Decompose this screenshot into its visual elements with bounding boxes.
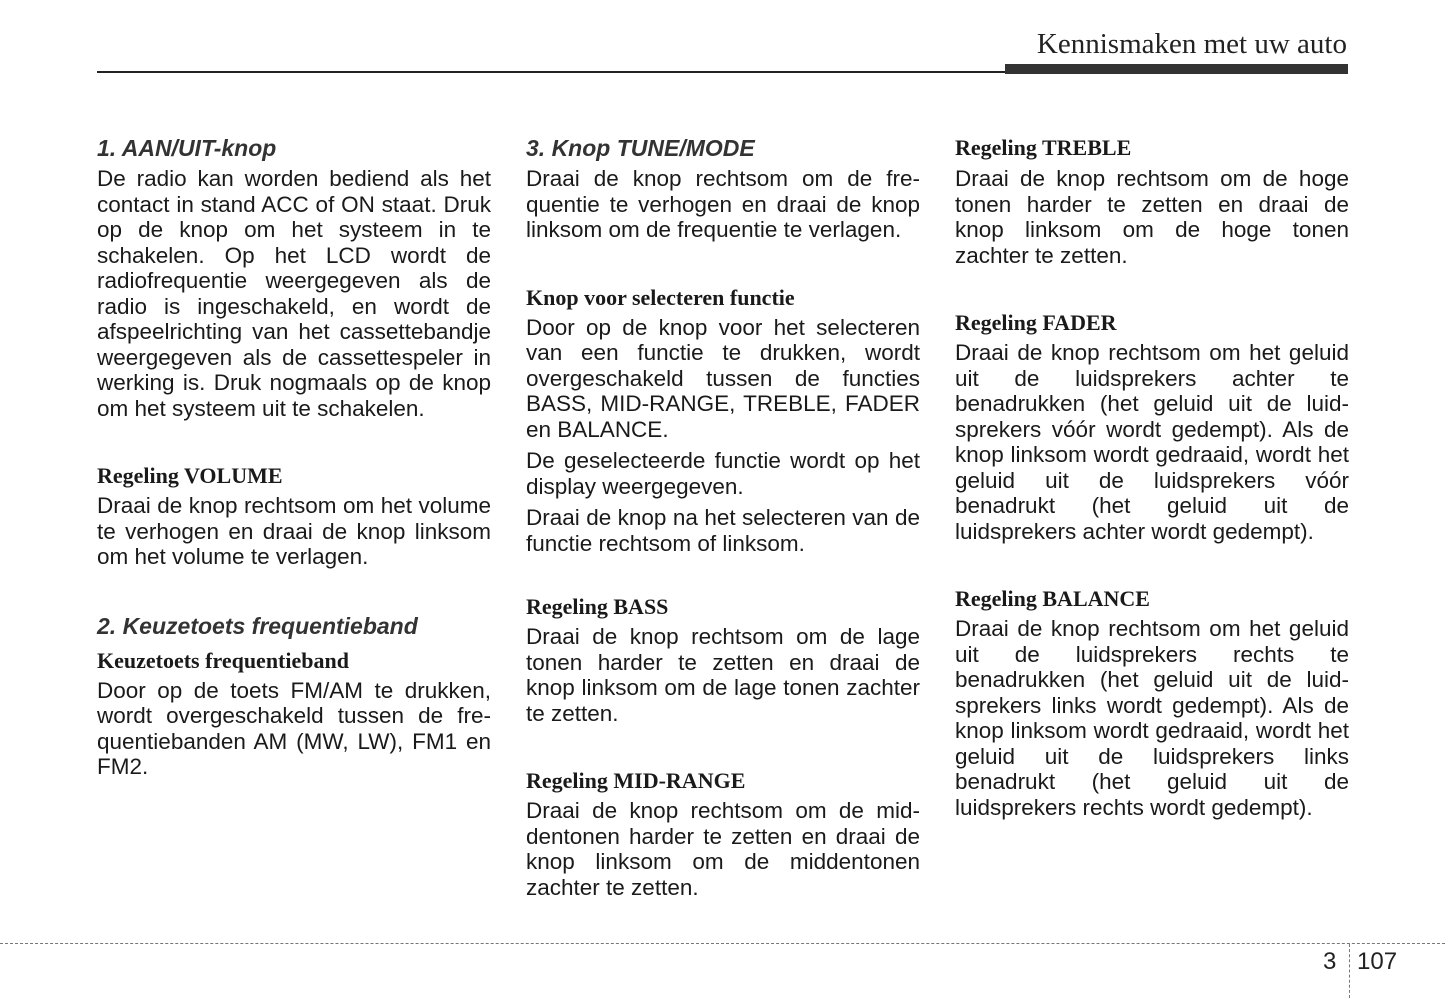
header-rule [97, 71, 1007, 73]
paragraph-regeling-mid-range: Draai de knop rechtsom om de middentonen harder te zetten en draai de knop linksom om de middentonen zachter te zetten. [526, 798, 920, 900]
section-heading-aan-uit-knop: 1. AAN/UIT-knop [97, 135, 277, 161]
subheading-regeling-bass: Regeling BASS [526, 594, 669, 619]
column-1 [97, 130, 491, 786]
subheading-knop-selecteren-functie: Knop voor selecteren functie [526, 284, 795, 310]
subheading-regeling-volume: Regeling VOLUME [97, 463, 283, 488]
page-header-title: Kennismaken met uw auto [1036, 28, 1347, 60]
fm-am-key-label: FM/AM [290, 677, 363, 703]
chapter-number: 3 [1323, 948, 1337, 975]
subheading-regeling-mid-range: Regeling MID-RANGE [526, 768, 746, 793]
section-heading-keuzetoets: 2. Keuzetoets frequentieband [97, 612, 418, 639]
page-number: 107 [1357, 948, 1398, 975]
column-2 [526, 130, 920, 906]
paragraph-tune-mode: Draai de knop rechtsom om de frequentie te verhogen en draai de knop linksom om de frequentie te verlagen. [526, 166, 920, 242]
paragraph-selecteren-functie-1: Door op de knop voor het selecteren van een functie te drukken, wordt overgeschakeld tussen de functies BASS, MID-RANGE, TREBLE, FADER en BALANCE. [526, 314, 920, 442]
footer-dashed-rule [0, 943, 1445, 944]
header-rule-accent [1005, 64, 1348, 74]
footer-page-separator [1349, 944, 1350, 998]
paragraph-regeling-balance: Draai de knop rechtsom om het geluid uit de luidsprekers rechts te benadrukken (het geluid uit de luidsprekers links wordt gedempt). Als de knop linksom wordt gedraaid, wordt het geluid uit de luidsprekers links benadrukt (het geluid uit de luidsprekers rechts wordt gedempt). [955, 616, 1349, 820]
paragraph-regeling-fader: Draai de knop rechtsom om het geluid uit de luidsprekers achter te benadrukken (het geluid uit de luidsprekers vóór wordt gedempt). Als de knop linksom wordt gedraaid, wordt het geluid uit de luidsprekers vóór benadrukt (het geluid uit de luidsprekers achter wordt gedempt). [955, 340, 1349, 544]
paragraph-regeling-volume: Draai de knop rechtsom om het volume te verhogen en draai de knop linksom om het volume te verlagen. [97, 493, 491, 569]
subheading-regeling-balance: Regeling BALANCE [955, 586, 1150, 611]
paragraph-regeling-bass: Draai de knop rechtsom om de lage tonen harder te zetten en draai de knop linksom om de lage tonen zachter te zetten. [526, 624, 920, 726]
section-heading-tune-mode: 3. Knop TUNE/MODE [526, 135, 755, 161]
paragraph-regeling-treble: Draai de knop rechtsom om de hoge tonen harder te zetten en draai de knop linksom om de hoge tonen zachter te zetten. [955, 166, 1349, 268]
paragraph-keuzetoets-frequentieband [97, 678, 491, 780]
band-text-before: Door op de toets [97, 677, 291, 703]
band-text-after: te drukken, wordt overgeschakeld tussen de frequentiebanden AM (MW, LW), FM1 en FM2. [97, 677, 491, 779]
column-3 [955, 130, 1349, 826]
paragraph-selecteren-functie-3: Draai de knop na het selecteren van de functie rechtsom of linksom. [526, 505, 920, 556]
paragraph-aan-uit-knop: De radio kan worden bediend als het contact in stand ACC of ON staat. Druk op de knop om het systeem in te schakelen. Op het LCD wordt de radiofrequentie weergegeven als de radio is ingeschakeld, en wordt de afspeelrichting van het cassettebandje weergegeven als de cassettespeler in werking is. Druk nogmaals op de knop om het systeem uit te schakelen. [97, 166, 491, 421]
subheading-keuzetoets-frequentieband: Keuzetoets frequentieband [97, 647, 349, 673]
subheading-regeling-treble: Regeling TREBLE [955, 135, 1132, 160]
paragraph-selecteren-functie-2: De geselecteerde functie wordt op het display weergegeven. [526, 448, 920, 499]
subheading-regeling-fader: Regeling FADER [955, 310, 1117, 335]
